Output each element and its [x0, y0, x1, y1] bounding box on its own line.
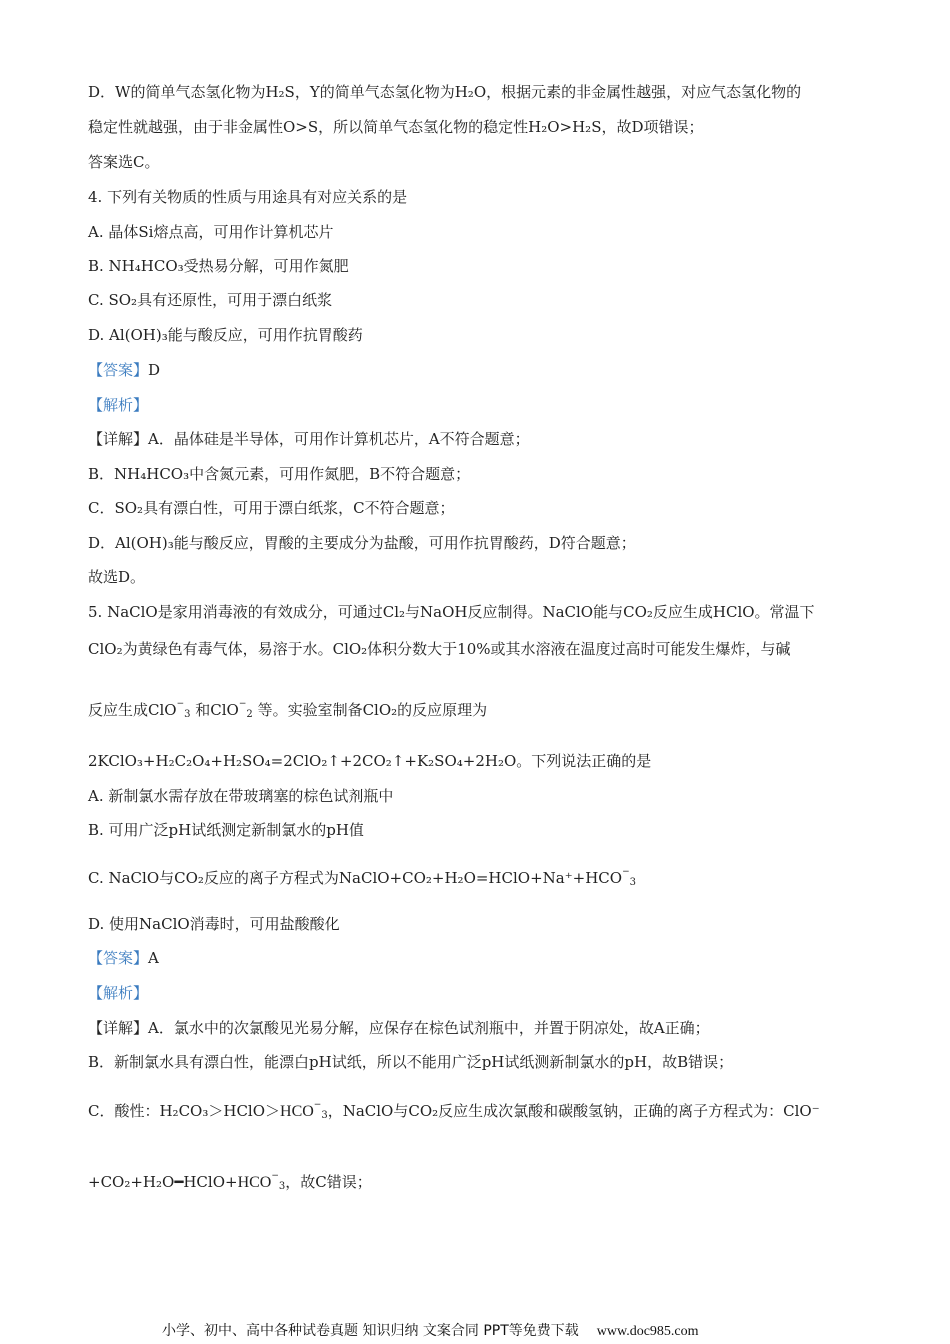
q5-answer — [88, 948, 159, 968]
q4-answer — [88, 360, 160, 380]
q5-analysis-tag: 【解析】 — [88, 984, 149, 1002]
hco3-formula: HCO — [280, 1103, 314, 1120]
q5-option-b: B. 可用广泛pH试纸测定新制氯水的pH值 — [88, 821, 364, 839]
ion-charge: − — [238, 699, 247, 709]
q4-detail-c: C．SO₂具有漂白性，可用于漂白纸浆，C不符合题意； — [88, 499, 455, 517]
q4-detail-a: 【详解】A．晶体硅是半导体，可用作计算机芯片，A不符合题意； — [88, 430, 530, 448]
q5-detail-c-line2: $+CO_2+H_2O━HClO+HCO^-_3$，故C错误； — [88, 1171, 372, 1192]
q5-answer-tag: 【答案】 — [88, 949, 149, 967]
page-footer — [162, 1322, 699, 1341]
q5-detail-a: 【详解】A．氯水中的次氯酸见光易分解，应保存在棕色试剂瓶中，并置于阴凉处，故A正确； — [88, 1019, 710, 1037]
q4-analysis-tag: 【解析】 — [88, 396, 149, 414]
q5-detail-c-line1: C．酸性：$H_2CO_3>HClO>HCO^-_3$，NaClO与CO₂反应生成次氯酸和碳酸氢钠，正确的离子方程式为：ClO⁻ — [88, 1100, 820, 1121]
q5-detail-b: B．新制氯水具有漂白性，能漂白pH试纸，所以不能用广泛pH试纸测新制氯水的pH，故B错误； — [88, 1053, 734, 1071]
q3-option-d-line2: 稳定性就越强，由于非金属性O>S，所以简单气态氢化物的稳定性H₂O>H₂S，故D项错误； — [88, 118, 704, 136]
q4-option-a: A. 晶体Si熔点高，可用作计算机芯片 — [88, 223, 334, 241]
q4-option-d: D. Al(OH)₃能与酸反应，可用作抗胃酸药 — [88, 326, 363, 344]
q5-option-a: A. 新制氯水需存放在带玻璃塞的棕色试剂瓶中 — [88, 787, 394, 805]
q4-option-b: B. NH₄HCO₃受热易分解，可用作氮肥 — [88, 257, 349, 275]
hco3-formula: HCO — [237, 1174, 272, 1191]
q4-stem: 4. 下列有关物质的性质与用途具有对应关系的是 — [88, 188, 408, 206]
ion-charge: − — [176, 699, 185, 709]
q3-option-d-line1: D．W的简单气态氢化物为H₂S，Y的简单气态氢化物为H₂O，根据元素的非金属性越强，对应气态氢化物的 — [88, 83, 802, 101]
q5-stem-line1: 5. NaClO是家用消毒液的有效成分，可通过Cl₂与NaOH反应制得。NaClO能与CO₂反应生成HClO。常温下 — [88, 603, 815, 621]
q5-option-c: C. NaClO与CO₂反应的离子方程式为$NaClO+CO_2+H_2O=HClO+Na^++HCO^-_3$ — [88, 867, 636, 888]
q3-answer-line: 答案选C。 — [88, 153, 160, 171]
footer-text: 小学、初中、高中各种试卷真题 知识归纳 文案合同 PPT等免费下载 — [162, 1323, 579, 1339]
ion-charge: − — [622, 867, 630, 877]
footer-url[interactable]: www.doc985.com — [596, 1324, 699, 1339]
q4-answer-tag: 【答案】 — [88, 361, 149, 379]
q4-answer-value: D — [148, 361, 161, 379]
q4-detail-d: D．Al(OH)₃能与酸反应，胃酸的主要成分为盐酸，可用作抗胃酸药，D符合题意； — [88, 534, 636, 552]
q5-detail-tag: 【详解】 — [88, 1019, 149, 1037]
q5-answer-value: A — [148, 949, 159, 967]
q5-reaction-equation: 2KClO₃+H₂C₂O₄+H₂SO₄=2ClO₂↑+2CO₂↑+K₂SO₄+2H₂O。下列说法正确的是 — [88, 752, 652, 770]
q5-option-d: D. 使用NaClO消毒时，可用盐酸酸化 — [88, 915, 340, 933]
q5-stem-line3: 反应生成ClO−$_3$ 和ClO−$_2$ 等。实验室制备ClO₂的反应原理为 — [88, 699, 488, 720]
q4-conclusion: 故选D。 — [88, 568, 146, 586]
q4-detail-tag: 【详解】 — [88, 430, 149, 448]
q4-detail-b: B．NH₄HCO₃中含氮元素，可用作氮肥，B不符合题意； — [88, 465, 471, 483]
q4-option-c: C. SO₂具有还原性，可用于漂白纸浆 — [88, 291, 333, 309]
q5-stem-line2: ClO₂为黄绿色有毒气体，易溶于水。ClO₂体积分数大于10%或其水溶液在温度过高时可能发生爆炸，与碱 — [88, 640, 791, 658]
